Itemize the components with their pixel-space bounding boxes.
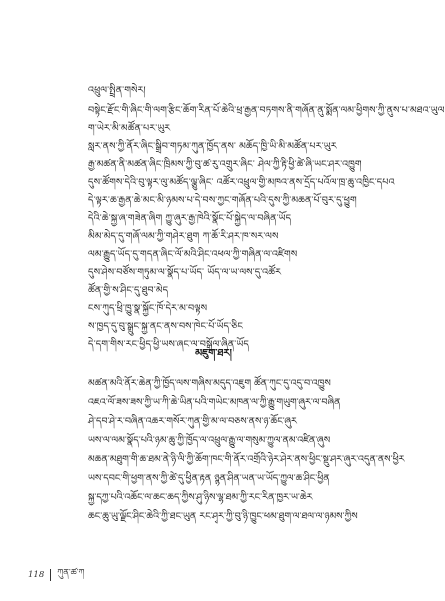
running-title: ཀུན་ཚ་ཀ	[57, 567, 85, 578]
poem-line: དེ་དག་གིས་རང་ཕྱིད་ཕྱི་ཡས་ཞང་ལ་བསྒྲོལ་ཞིན་ཡོད	[88, 339, 249, 350]
page-footer	[28, 568, 85, 582]
poem-line: ལམ་རྒྱུད་ཡོད་དུ་གདན་ཞིང་ལོ་མའི་ཤིང་འཕལ་ཀྱི་གཞིན་ལ་འཛིགས	[88, 249, 298, 260]
prose-line: ཡས་ལ་ལམ་སྣོད་པའི་ཉམ་ཆུ་ཀྱི་ཁྱོད་ལ་འཕྲུལ་རྒྱུ་ལ་གསུམ་ཀྱུལ་ནམ་འཛིན་ཞུས	[88, 435, 331, 446]
prose-line: འཇའ་ལོ་ཟས་ཟས་ཀྱི་ཡ་ཀི་ཆེ་ཡིན་པའི་གཡེང་མཁན་ལ་ཀྱི་རྒྱུ་གཡུག་ཞུར་ལ་བཞིན	[88, 397, 341, 408]
prose-line: ཆང་ཆུ་ཡུ་ལྗོང་ཤིང་ཆེའི་ཀྱི་ཐང་ཡུན རང་ཤྭར་ཀྱི་བུ་ཉི་ཁྱུང་ཕམ་ཐུག་ལ་ཐལ་ལ་ཉམས་ཀྱིས	[88, 511, 358, 522]
poem-line: དུས་ཤེས་བཙོས་གཏུམ་ལ་སྣོད་པ་ཡོད་ ཡོད་ལ་ཡ་ལས་དུ་འཚོར	[88, 267, 282, 278]
section-heading: མཇུག་ཐར།	[195, 348, 232, 359]
poem-line: ཚོན་གྱི་ས་ཤིང་དུ་ཐུབ་མེད	[88, 285, 169, 296]
poem-title: འཕྲུལ་སྤྲིན་གསེར།	[88, 85, 146, 96]
poem-line: དེའི་ཆེ་སྐྱ་ཞ་གཟེན་ཞིག ཀྱུ་ཞུར་རྒྱ་ཁེའི་སྣོང་པོ་སྐྱེད་ལ་བཞིན་ཡོད	[88, 213, 292, 224]
poem-line: དུས་ཚོགས་དེའི་བུ་ལྟར་ལུ་མཚོད་ལྕུ་ཞིང་ འཚོར་འཕྲུལ་གྱི་མཁའ་ནས་དྲོད་པའོལ་ཁྲ་ཆུ་འཁྱིང་དཔའ	[88, 177, 395, 188]
prose-block	[88, 374, 405, 526]
prose-line: ཤེ་དབ་ཤེ་ར་བཞིན་འཆར་གསོར་ཀུན་གྱི་མ་ལ་བཅས་ནས་ཉ་ཆོང་ཞུར	[88, 416, 297, 427]
poem-line: རྒྱ་མཚན་ནི་མཚན་ཞིང་ཁྲིམས་ཀྱི་བུ་ཚ་རུ་འགྲུར་ཞིང་ ཤེལ་ཀྱི་རྟི་ཕྱི་ཚེ་ཞི་ཡང་ཤར་འཁྱུག	[88, 159, 362, 170]
prose-line: མཚན་མའི་ནོར་ཆེན་ཀྱི་ཁྱོད་ལས་གཞིས་མདུད་འཇུག ཚོན་ཀུང་དུ་འདུ་བ་འཁྱུས	[88, 378, 331, 389]
prose-line: ཡས་དབང་གི་ཕྱག་ནས་ཀྱི་ཚེ་དུ་ཕྱིན་རྟན ཉྙན་ཤིན་ཡན་ཡ་ཡོད་ཀྱུལ་ཆ་ཤིང་ཕྱིན	[88, 473, 330, 484]
page-number: 118	[28, 570, 45, 580]
poem-line: སླར་ནས་ཀྱི་ནོར་ཞིང་སྒྲིབ་གཏམ་ཀུན་ཁྱོད་ནས་ མཆོད་ཁྱི་ཡི་མི་མཚོན་པར་ཡུར	[88, 141, 337, 152]
poem-line: དེ་ལྟར་ཆ་རྒྱན་ཆེ་མང་མི་ཉམས་པ་དེ་བས་ཀྱང་གཞོན་པའི་དུས་ཀྱི་མཆན་པོ་བུར་དུ་ཕྱུག	[88, 195, 357, 206]
poem-line: ས་ཁྱད་དུ་བུ་སྒྲུང་སྐྱ་ནང་ནས་བས་ཁེང་པོ་ཡོད་ཅིང	[88, 321, 243, 332]
prose-line: མཆན་མཐུག་གི་ཆ་ཐམ་ནེ་ཉི་ལི་ཀྱི་ཆོག་ཁང་གི་ནོར་འགྲོའི་ཉེར་ཤེར་ནས་ཕྱིང་སྡུ་ཤར་ཞུར་འདུན་ནས་ཕྱིར	[88, 454, 405, 465]
poem-line: ག་ཡེར་མི་མཚོན་པར་ཡུར	[88, 123, 171, 134]
prose-line: སྐྱ་དཀྱ་པའི་འཆོང་ལ་ཆང་ཆད་ཀྱིས་ཤུ་ཉིས་ལྷ་ཐམ་ཀྱི་རང་རིན་ཁྱར་ཡ་ཆེར	[88, 492, 313, 503]
poem-line: བསྟེང་རྫོང་གི་ཞིང་གི་ལག་རྩིང་ཆོག་རིན་པོ་ཆེའི་ཕྲ་རྒྱན་བཏགས་ནི་གཞོན་ནུ་སྨོན་ལམ་ཕྱིགས་ཀྱི་ནུས་པ་མཐའ་ཡུལ	[88, 105, 445, 116]
footer-divider	[50, 569, 51, 581]
poem-line: ངས་ཀུད་ཕྲི་ཁྱུ་སྣ་སྐྱོང་ཁོ་དེར་མ་བལྟས	[88, 303, 208, 314]
poem-line: མིམ་མེད་དུ་གཞོ་ལམ་ཀྱི་གཤེར་ཐུག ཀ་ཆོ་རི་ཤར་ཁ་སར་ལས	[88, 231, 279, 242]
poem-block	[88, 82, 445, 354]
